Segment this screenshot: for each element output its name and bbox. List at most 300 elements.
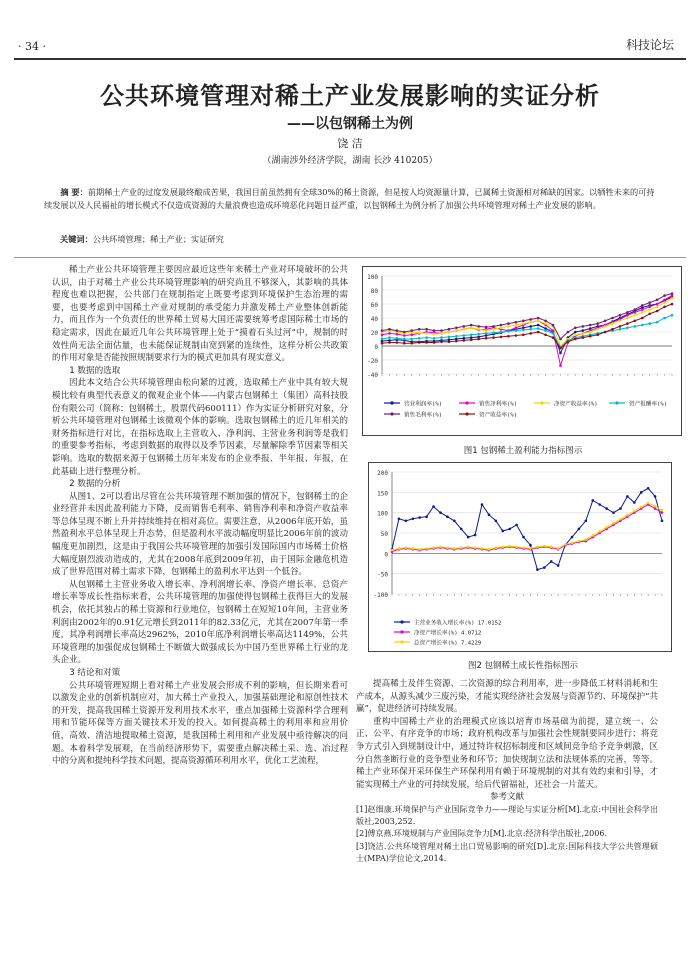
paragraph: 从图1、2可以看出尽管在公共环境管理不断加强的情况下，包钢稀土的企业经营并未因此盈利能力下降，反而销售毛利率、销售净利率和净资产收益率等总体呈现不断上升并持续维持在相对高位。需要注意，从2006年底开始，虽然盈利水平总体呈现上升态势，但是盈利水平波动幅度明显比2006年前的波动幅度更加剧烈，这是由于我国公共环境管理的加强引发国际国内市场稀土价格大幅度剧烈波动造成的，尤其在2008年底到2009年初，由于国际金融危机造成了世界范围对稀土需求下降，包钢稀土的盈利水平达到一个低谷。 (52, 491, 348, 578)
data-point (571, 541, 574, 544)
y-tick-label: 200 (377, 470, 388, 477)
data-point (552, 336, 555, 339)
keywords-label: 关键词： (60, 234, 93, 244)
figure-2-caption: 图2 包钢稀土成长性指标图示 (467, 661, 579, 671)
data-point (559, 364, 562, 367)
data-point (671, 292, 674, 295)
data-point (591, 534, 594, 537)
legend-label: 资产收益率(%) (479, 412, 518, 419)
data-point (425, 328, 428, 331)
legend-label: 资产报酬率(%) (629, 401, 668, 408)
data-point (574, 327, 577, 330)
data-point (425, 547, 428, 550)
paragraph: 从包钢稀土主营业务收入增长率、净利润增长率、净资产增长率、总资产增长率等成长性指标来看，公共环境管理的加强使得包钢稀土获得巨大的发展机会，依托其独占的稀土资源和行业地位，包钢稀土在短短10年间，主营业务利润由2002年的0.91亿元增长到2011年的82.33亿元，尤其在2007年第一季度，其净利润增长率高达2962%，2010年底净利润增长率高达1149%，公共环境管理的加强促成包钢稀土不断做大做强成长为中国乃至世界稀土行业的龙头企业。 (52, 579, 348, 666)
data-point (574, 331, 577, 334)
data-point (591, 499, 594, 502)
data-point (537, 331, 540, 334)
data-point (455, 335, 458, 338)
data-point (432, 546, 435, 549)
data-point (448, 341, 451, 344)
paragraph: 重构中国稀土产业的治理模式应该以培育市场基础为前提，建立统一、公正、公平、有序竞争的市场；政府机构改革与加强社会性规制要同步进行；将竞争方式引入到规制设计中，通过特许权招标制度和区域间竞争给予竞争刺激，区分自然垄断行业的竞争型业务和环节；加快规制立法和法规体系的完善，等等。稀土产业环保开采环保生产环保利用有赖于环境规制的对其有效约束和引导，才能实现稀土产业的可持续发展，给后代留福祉，还社会一片蓝天。 (356, 716, 658, 790)
data-point (537, 327, 540, 330)
data-point (648, 306, 651, 309)
data-point (589, 335, 592, 338)
data-point (578, 540, 581, 543)
data-point (656, 321, 659, 324)
data-point (433, 341, 436, 344)
data-point (626, 322, 629, 325)
data-point (522, 536, 525, 539)
legend-marker (615, 401, 618, 404)
data-point (411, 547, 414, 550)
y-tick-label: -50 (377, 571, 388, 579)
data-point (470, 327, 473, 330)
data-point (474, 534, 477, 537)
references-title: 参考文献 (489, 792, 524, 803)
data-point (522, 320, 525, 323)
data-point (647, 487, 650, 490)
data-point (656, 299, 659, 302)
data-point (537, 317, 540, 320)
left-column (52, 264, 348, 768)
data-point (654, 507, 657, 510)
keywords-text: 公共环境管理；稀土产业；实证研究 (92, 234, 224, 244)
data-point (544, 320, 547, 323)
data-point (578, 528, 581, 531)
abstract-label: 摘 要： (60, 187, 88, 197)
data-point (604, 320, 607, 323)
data-point (470, 338, 473, 341)
data-point (515, 524, 518, 527)
author: 饶 洁 (337, 137, 363, 150)
data-point (388, 341, 391, 344)
data-point (448, 328, 451, 331)
data-point (661, 511, 664, 514)
data-point (448, 331, 451, 334)
affiliation: （湖南涉外经济学院，湖南 长沙 410205） (262, 156, 438, 166)
data-point (481, 547, 484, 550)
data-point (485, 329, 488, 332)
data-point (388, 328, 391, 331)
y-tick-label: 100 (377, 510, 388, 518)
data-point (656, 306, 659, 309)
data-point (663, 299, 666, 302)
legend-marker (400, 620, 403, 623)
data-point (529, 328, 532, 331)
data-point (619, 518, 622, 521)
data-point (477, 328, 480, 331)
y-tick-label: 80 (370, 288, 378, 295)
data-point (396, 329, 399, 332)
data-point (529, 321, 532, 324)
y-tick-label: -40 (367, 372, 378, 379)
data-point (460, 528, 463, 531)
data-point (500, 331, 503, 334)
data-point (433, 329, 436, 332)
right-column (356, 678, 658, 865)
data-point (654, 495, 657, 498)
y-tick-label: 0 (384, 551, 388, 559)
data-point (612, 522, 615, 525)
data-point (477, 325, 480, 328)
data-point (410, 334, 413, 337)
data-point (398, 547, 401, 550)
data-point (448, 336, 451, 339)
legend-label: 总资产增长率(%) 7.4229 (414, 640, 482, 647)
data-point (564, 543, 567, 546)
section-heading: 1 数据的选取 (69, 365, 121, 376)
data-point (571, 536, 574, 539)
data-point (462, 325, 465, 328)
data-point (500, 324, 503, 327)
data-point (619, 325, 622, 328)
data-point (656, 303, 659, 306)
data-point (381, 342, 384, 345)
data-point (619, 314, 622, 317)
data-point (589, 324, 592, 327)
data-point (581, 325, 584, 328)
data-point (559, 352, 562, 355)
data-point (453, 547, 456, 550)
data-point (605, 507, 608, 510)
data-point (501, 546, 504, 549)
article-title: 公共环境管理对稀土产业发展影响的实证分析 (100, 82, 600, 110)
data-point (485, 337, 488, 340)
data-point (492, 336, 495, 339)
article-subtitle: ——以包钢稀土为例 (287, 116, 413, 132)
data-point (507, 330, 510, 333)
data-point (626, 495, 629, 498)
data-point (470, 334, 473, 337)
data-point (611, 328, 614, 331)
data-point (671, 314, 674, 317)
data-point (396, 341, 399, 344)
data-point (605, 526, 608, 529)
paragraph: 因此本文结合公共环境管理由松向紧的过渡，选取稀土产业中具有较大规模比较有典型代表意义的微观企业个体——内蒙古包钢稀土（集团）高科技股份有限公司（简称：包钢稀土，股票代码600111）作为实证分析研究对象，分析公共环境管理对包钢稀土该微观个体的影响。选取包钢稀土的近几年相关的财务指标进行对比，在指标选取上主营收入、净利润、主营业务利润等是我们的重要参考指标，考虑到数据的取得以及季节因素，尽量解除季节因素等相关影响。选取的数据来源于包钢稀土历年来发布的企业季报、半年报、年报，在此基础上进行整理分析。 (52, 378, 348, 477)
data-point (462, 328, 465, 331)
data-point (403, 338, 406, 341)
reference-item: [1]赵细康.环境保护与产业国际竞争力——理论与实证分析[M].北京:中国社会科学出版社,2003,252. (356, 804, 658, 827)
data-point (648, 301, 651, 304)
data-point (495, 546, 498, 549)
data-point (537, 320, 540, 323)
data-point (634, 314, 637, 317)
data-point (626, 514, 629, 517)
data-point (455, 329, 458, 332)
data-point (557, 547, 560, 550)
data-point (388, 332, 391, 335)
reference-item: [2]傅京燕.环境规制与产业国际竞争力[M].北京:经济科学出版社,2006. (356, 829, 607, 839)
data-point (410, 338, 413, 341)
data-point (391, 549, 394, 552)
legend-label: 净资产增长率(%) 4.0712 (414, 630, 482, 637)
data-point (460, 546, 463, 549)
data-point (522, 329, 525, 332)
data-point (604, 331, 607, 334)
data-point (567, 331, 570, 334)
abstract (44, 186, 658, 211)
data-point (647, 502, 650, 505)
data-point (507, 322, 510, 325)
data-point (381, 329, 384, 332)
data-point (663, 301, 666, 304)
data-point (550, 546, 553, 549)
y-tick-label: 100 (367, 274, 378, 281)
data-point (640, 491, 643, 494)
data-point (403, 342, 406, 345)
data-point (626, 327, 629, 330)
data-point (585, 520, 588, 523)
legend-label: 销售净利率(%) (479, 401, 518, 408)
data-point (626, 314, 629, 317)
data-point (550, 560, 553, 563)
figure-1-caption: 图1 包钢稀土盈利能力指标图示 (463, 446, 583, 456)
data-point (544, 334, 547, 337)
data-point (596, 322, 599, 325)
data-point (455, 340, 458, 343)
data-point (544, 322, 547, 325)
data-point (648, 313, 651, 316)
legend-label: 销售毛利率(%) (404, 412, 443, 419)
data-point (585, 538, 588, 541)
data-point (492, 325, 495, 328)
page-number: · 34 · (18, 40, 46, 53)
data-point (626, 311, 629, 314)
data-point (559, 338, 562, 341)
data-point (425, 515, 428, 518)
data-point (398, 517, 401, 520)
data-point (477, 333, 480, 336)
data-point (641, 324, 644, 327)
data-point (515, 324, 518, 327)
data-point (648, 322, 651, 325)
data-point (654, 505, 657, 508)
data-point (641, 317, 644, 320)
references-list (356, 804, 658, 865)
data-point (500, 336, 503, 339)
data-point (529, 325, 532, 328)
data-point (439, 546, 442, 549)
data-point (619, 320, 622, 323)
data-point (446, 546, 449, 549)
data-point (425, 341, 428, 344)
legend-marker (540, 401, 543, 404)
data-point (381, 334, 384, 337)
data-point (589, 331, 592, 334)
data-point (492, 328, 495, 331)
legend-label: 净资产收益率(%) (554, 401, 598, 408)
data-point (529, 332, 532, 335)
y-tick-label: 150 (377, 490, 388, 498)
data-point (543, 545, 546, 548)
data-point (410, 342, 413, 345)
data-point (552, 324, 555, 327)
data-point (467, 536, 470, 539)
data-point (515, 334, 518, 337)
data-point (537, 324, 540, 327)
data-point (640, 506, 643, 509)
data-point (515, 546, 518, 549)
data-point (641, 308, 644, 311)
data-point (641, 311, 644, 314)
data-point (611, 322, 614, 325)
data-point (522, 322, 525, 325)
data-point (612, 511, 615, 514)
data-point (596, 328, 599, 331)
data-point (515, 327, 518, 330)
legend-marker (465, 412, 468, 415)
paragraph: 公共环境管理短期上看对稀土产业发展会形成不利的影响，但长期来看可以激发企业的创新机制应对，加大稀土产业投入，加强基础理论和原创性技术的开发，提高我国稀土资源开发利用技术水平，重点加强稀土资源科学合理利用和节能环保等方面关键技术开发的投入。如何提高稀土的利用率和应用价值，高效、清洁地提取稀土资源，是我国稀土利用和产业发展中亟待解决的问题。本着科学发展观，在当前经济形势下，需要重点解决稀土采、选、冶过程中的分离和提纯科学技术问题，提高资源循环利用水平，优化工艺流程， (52, 680, 348, 767)
data-point (552, 332, 555, 335)
keywords (60, 233, 660, 245)
data-point (405, 520, 408, 523)
data-point (634, 325, 637, 328)
data-point (425, 332, 428, 335)
data-point (508, 528, 511, 531)
data-point (488, 548, 491, 551)
data-point (418, 548, 421, 551)
data-point (567, 341, 570, 344)
data-point (581, 336, 584, 339)
data-point (663, 306, 666, 309)
data-point (661, 509, 664, 512)
paragraph: 提高稀土及伴生资源、二次资源的综合利用率，进一步降低工材料消耗和生产成本，从源头减少三废污染，才能实现经济社会发展与资源节约、环境保护“共赢”，促进经济可持续发展。 (356, 679, 658, 715)
data-point (559, 347, 562, 350)
legend-marker (400, 630, 403, 633)
data-point (671, 297, 674, 300)
data-point (522, 334, 525, 337)
data-point (467, 546, 470, 549)
y-tick-label: 0 (374, 344, 378, 351)
section-heading: 2 数据的分析 (69, 479, 121, 490)
reference-item: [3]饶洁.公共环境管理对稀土出口贸易影响的研究[D].北京:国际科技大学公共管理硕士(MPA)学位论文,2014. (356, 841, 658, 863)
data-point (598, 530, 601, 533)
data-point (440, 329, 443, 332)
data-point (492, 331, 495, 334)
data-point (470, 324, 473, 327)
legend-label: 营业利润率(%) (404, 401, 443, 408)
data-point (501, 530, 504, 533)
data-point (440, 341, 443, 344)
divider (14, 257, 686, 258)
data-point (418, 341, 421, 344)
data-point (411, 517, 414, 520)
data-point (626, 317, 629, 320)
data-point (543, 566, 546, 569)
data-point (633, 510, 636, 513)
data-point (663, 294, 666, 297)
data-point (410, 329, 413, 332)
data-point (474, 546, 477, 549)
data-point (485, 332, 488, 335)
data-point (596, 334, 599, 337)
data-point (405, 546, 408, 549)
data-point (446, 515, 449, 518)
data-point (495, 520, 498, 523)
figure-1-chart (362, 266, 682, 436)
figure-2-chart (368, 462, 672, 652)
data-point (619, 507, 622, 510)
legend-marker (390, 401, 393, 404)
data-point (544, 329, 547, 332)
legend-marker (400, 640, 403, 643)
data-point (656, 310, 659, 313)
data-point (604, 325, 607, 328)
data-point (574, 334, 577, 337)
data-point (462, 339, 465, 342)
data-point (477, 338, 480, 341)
chart-frame (363, 267, 682, 436)
data-point (536, 546, 539, 549)
data-point (581, 329, 584, 332)
data-point (641, 304, 644, 307)
data-point (381, 338, 384, 341)
data-point (661, 520, 664, 523)
data-point (453, 520, 456, 523)
data-point (598, 503, 601, 506)
data-point (425, 336, 428, 339)
y-tick-label: -100 (373, 592, 388, 599)
data-point (611, 317, 614, 320)
data-point (500, 327, 503, 330)
data-point (403, 331, 406, 334)
data-point (485, 326, 488, 329)
data-point (455, 327, 458, 330)
data-point (440, 332, 443, 335)
data-point (557, 564, 560, 567)
data-point (439, 511, 442, 514)
data-point (529, 544, 532, 547)
data-point (396, 337, 399, 340)
data-point (529, 318, 532, 321)
legend-marker (390, 412, 393, 415)
data-point (418, 516, 421, 519)
data-point (633, 501, 636, 504)
data-point (536, 568, 539, 571)
y-tick-label: 60 (370, 302, 378, 309)
y-tick-label: -20 (367, 358, 378, 365)
data-point (515, 329, 518, 332)
data-point (388, 336, 391, 339)
data-point (507, 325, 510, 328)
data-point (418, 328, 421, 331)
data-point (507, 335, 510, 338)
y-tick-label: 50 (380, 531, 388, 538)
data-point (634, 320, 637, 323)
data-point (440, 336, 443, 339)
data-point (433, 337, 436, 340)
legend-marker (465, 401, 468, 404)
data-point (634, 311, 637, 314)
data-point (663, 317, 666, 320)
section-heading: 3 结论和对策 (69, 668, 121, 678)
data-point (581, 332, 584, 335)
legend-label: 主营业务收入增长率(%) 17.0152 (414, 620, 502, 627)
data-point (432, 505, 435, 508)
data-point (648, 308, 651, 311)
data-point (671, 303, 674, 306)
data-point (634, 308, 637, 311)
data-point (619, 328, 622, 331)
y-tick-label: 40 (370, 316, 378, 323)
section-tag: 科技论坛 (625, 38, 674, 52)
data-point (574, 338, 577, 341)
data-point (522, 546, 525, 549)
data-point (515, 321, 518, 324)
data-point (508, 545, 511, 548)
abstract-text: 前期稀土产业的过度发展最终酿成苦果，我国目前虽然拥有全球30%的稀土资源，但是按人均资源量计算，已属稀土资源相对稀缺的国家。以牺牲未来的可持续发展以及人民福祉的增长模式不仅造成资源的大量浪费也造成环境恶化问题日益严重，以包钢稀土为例分析了加强公共环境管理对稀土产业发展的影响。 (44, 187, 655, 210)
data-point (529, 547, 532, 550)
